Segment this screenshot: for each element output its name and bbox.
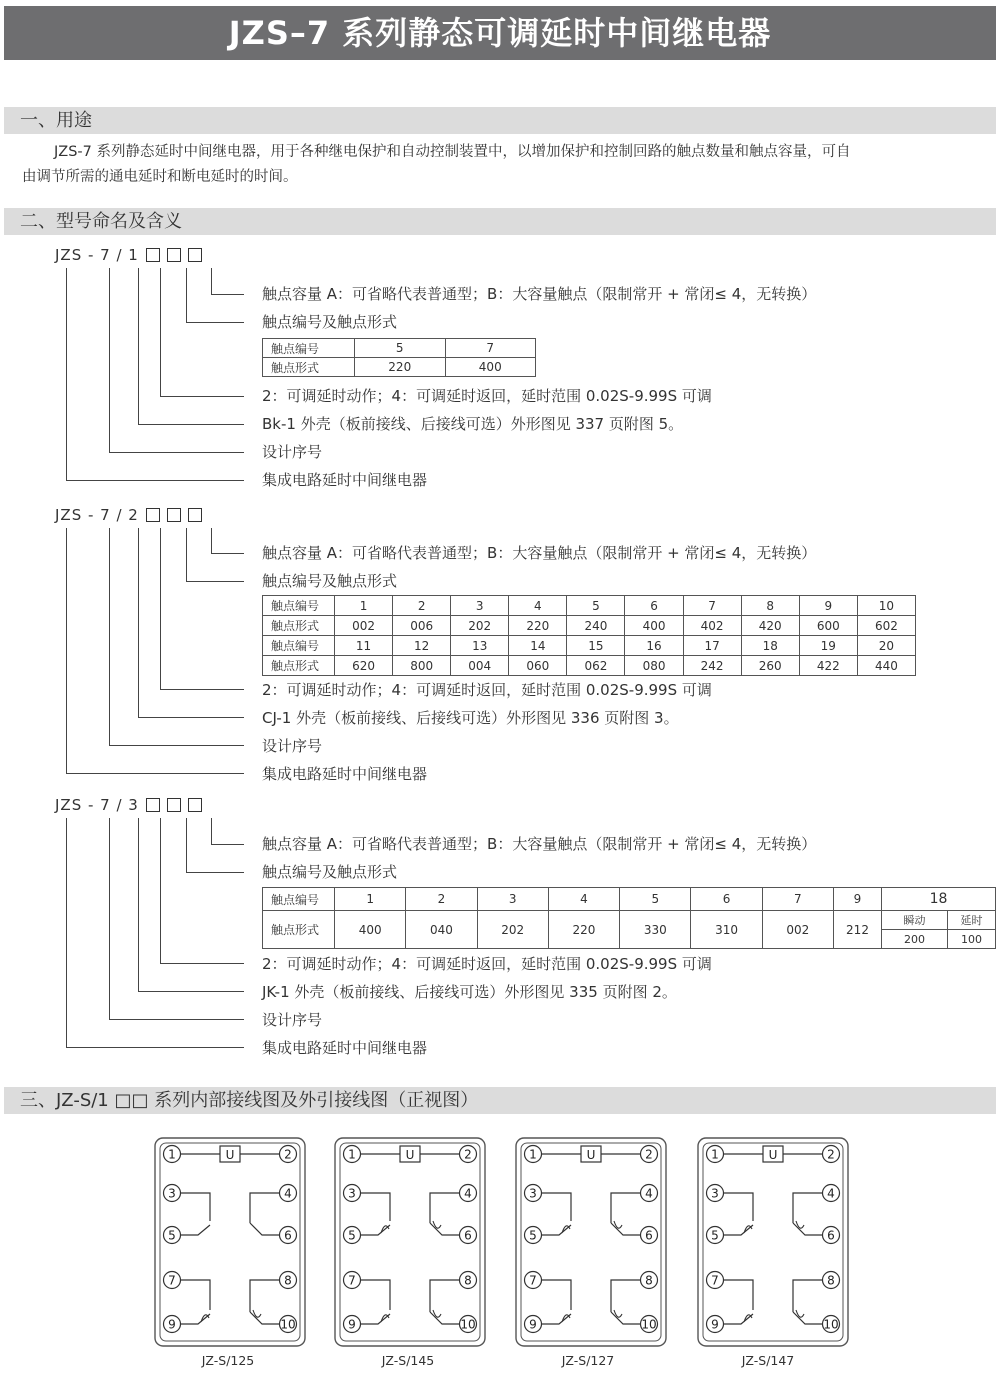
contact-wire xyxy=(723,1280,753,1310)
table-cell: 16 xyxy=(625,636,683,656)
relay-inner-outline xyxy=(521,1143,661,1341)
label-contact: 触点编号及触点形式 xyxy=(262,313,398,331)
table-cell: 9 xyxy=(834,888,882,911)
contact-wire xyxy=(360,1280,390,1310)
label-contact: 触点编号及触点形式 xyxy=(262,863,398,881)
label-shell: Bk-1 外壳（板前接线、后接线可选）外形图见 337 页附图 5。 xyxy=(262,415,684,433)
table-cell: 400 xyxy=(445,358,536,377)
table-cell: 040 xyxy=(406,911,477,949)
terminal-number: 3 xyxy=(168,1186,176,1201)
table-cell: 11 xyxy=(335,636,393,656)
coil-label: U xyxy=(225,1148,235,1162)
coil-label: U xyxy=(405,1148,415,1162)
table-cell: 14 xyxy=(509,636,567,656)
model-code-text: JZS - 7 / 1 xyxy=(55,246,139,264)
table-cell: 5 xyxy=(620,888,691,911)
table-cell: 4 xyxy=(509,596,567,616)
table-cell: 002 xyxy=(335,616,393,636)
terminal-number: 4 xyxy=(284,1186,292,1201)
table-cell: 触点形式 xyxy=(263,358,355,377)
terminal-number: 8 xyxy=(284,1273,292,1288)
table-cell: 3 xyxy=(477,888,548,911)
table-cell: 002 xyxy=(762,911,833,949)
table-cell: 7 xyxy=(762,888,833,911)
table-cell: 310 xyxy=(691,911,762,949)
terminal-number: 9 xyxy=(348,1317,356,1332)
table-cell: 触点形式 xyxy=(263,616,335,636)
contact-wire xyxy=(793,1280,823,1312)
label-capacity: 触点容量 A：可省略代表普通型；B：大容量触点（限制常开 + 常闭≤ 4，无转换） xyxy=(262,544,817,562)
table-cell: 瞬动 xyxy=(882,911,948,930)
table-cell: 延时 xyxy=(948,911,996,930)
label-type: 集成电路延时中间继电器 xyxy=(262,765,428,783)
label-design: 设计序号 xyxy=(262,1011,323,1029)
label-capacity: 触点容量 A：可省略代表普通型；B：大容量触点（限制常开 + 常闭≤ 4，无转换） xyxy=(262,285,817,303)
table-cell: 260 xyxy=(741,656,799,676)
contact-blade xyxy=(541,1314,571,1324)
contact-blade xyxy=(723,1314,753,1324)
table-cell: 5 xyxy=(355,339,446,358)
table-cell: 200 xyxy=(882,930,948,949)
contact-wire xyxy=(430,1193,460,1223)
terminal-number: 9 xyxy=(529,1317,537,1332)
contact-blade xyxy=(250,1223,280,1235)
label-action: 2：可调延时动作；4：可调延时返回，延时范围 0.02S-9.99S 可调 xyxy=(262,681,712,699)
table-cell: 1 xyxy=(335,888,406,911)
table-cell: 19 xyxy=(799,636,857,656)
model-code-text: JZS - 7 / 2 xyxy=(55,506,139,524)
terminal-number: 10 xyxy=(280,1317,296,1332)
table-cell: 触点编号 xyxy=(263,636,335,656)
terminal-number: 9 xyxy=(711,1317,719,1332)
table-cell: 400 xyxy=(625,616,683,636)
contact-blade xyxy=(541,1225,571,1235)
contact-wire xyxy=(611,1193,641,1223)
terminal-number: 4 xyxy=(645,1186,653,1201)
section-wiring-heading: 三、JZ-S/1 □□ 系列内部接线图及外引接线图（正视图） xyxy=(4,1087,996,1114)
table-cell: 240 xyxy=(567,616,625,636)
table-cell: 9 xyxy=(799,596,857,616)
table-cell: 006 xyxy=(393,616,451,636)
table-cell: 400 xyxy=(335,911,406,949)
terminal-number: 7 xyxy=(168,1273,176,1288)
table-cell: 220 xyxy=(355,358,446,377)
contact-blade xyxy=(723,1225,753,1235)
terminal-number: 7 xyxy=(711,1273,719,1288)
table-cell: 420 xyxy=(741,616,799,636)
contact-wire xyxy=(250,1193,280,1223)
terminal-number: 9 xyxy=(168,1317,176,1332)
contact-blade xyxy=(180,1314,210,1324)
table-cell: 20 xyxy=(857,636,915,656)
table-cell: 7 xyxy=(445,339,536,358)
contact-wire xyxy=(793,1193,823,1223)
relay-inner-outline xyxy=(703,1143,843,1341)
terminal-number: 10 xyxy=(460,1317,476,1332)
table-cell: 202 xyxy=(477,911,548,949)
table-cell: 6 xyxy=(691,888,762,911)
table-cell: 13 xyxy=(451,636,509,656)
table-cell: 触点编号 xyxy=(263,596,335,616)
table-cell: 触点编号 xyxy=(263,339,355,358)
terminal-number: 6 xyxy=(284,1228,292,1243)
table-cell: 触点形式 xyxy=(263,911,335,949)
label-contact: 触点编号及触点形式 xyxy=(262,572,398,590)
table-cell: 080 xyxy=(625,656,683,676)
table-cell: 5 xyxy=(567,596,625,616)
usage-line-1: JZS-7 系列静态延时中间继电器，用于各种继电保护和自动控制装置中，以增加保护和控制回路的触点数量和触点容量，可自 xyxy=(54,144,851,160)
terminal-number: 3 xyxy=(348,1186,356,1201)
table-cell: 602 xyxy=(857,616,915,636)
contact-wire xyxy=(611,1280,641,1312)
table-cell: 212 xyxy=(834,911,882,949)
contact-wire xyxy=(360,1193,390,1221)
terminal-number: 8 xyxy=(827,1273,835,1288)
table-cell: 4 xyxy=(548,888,619,911)
table-cell: 2 xyxy=(406,888,477,911)
terminal-number: 5 xyxy=(529,1228,537,1243)
terminal-number: 1 xyxy=(529,1147,537,1162)
table-cell: 220 xyxy=(509,616,567,636)
contact-wire xyxy=(541,1280,571,1310)
table-cell: 3 xyxy=(451,596,509,616)
terminal-number: 4 xyxy=(464,1186,472,1201)
diagram-caption: JZ-S/147 xyxy=(741,1353,795,1368)
label-action: 2：可调延时动作；4：可调延时返回，延时范围 0.02S-9.99S 可调 xyxy=(262,387,712,405)
contact-wire xyxy=(541,1193,571,1221)
table-cell: 422 xyxy=(799,656,857,676)
label-design: 设计序号 xyxy=(262,737,323,755)
table-cell: 620 xyxy=(335,656,393,676)
table-cell: 242 xyxy=(683,656,741,676)
label-shell: CJ-1 外壳（板前接线、后接线可选）外形图见 336 页附图 3。 xyxy=(262,709,679,727)
contact-blade xyxy=(360,1314,390,1324)
contact-blade xyxy=(180,1225,210,1235)
table-cell: 220 xyxy=(548,911,619,949)
table-cell: 7 xyxy=(683,596,741,616)
contact-blade xyxy=(360,1225,390,1235)
terminal-number: 7 xyxy=(529,1273,537,1288)
contact-wire xyxy=(430,1280,460,1312)
table-cell: 18 xyxy=(741,636,799,656)
table-cell: 330 xyxy=(620,911,691,949)
table-cell: 2 xyxy=(393,596,451,616)
table-cell: 8 xyxy=(741,596,799,616)
table-cell: 100 xyxy=(948,930,996,949)
terminal-number: 5 xyxy=(168,1228,176,1243)
table-cell: 440 xyxy=(857,656,915,676)
table-cell: 10 xyxy=(857,596,915,616)
terminal-number: 5 xyxy=(711,1228,719,1243)
label-shell: JK-1 外壳（板前接线、后接线可选）外形图见 335 页附图 2。 xyxy=(262,983,677,1001)
coil-label: U xyxy=(586,1148,596,1162)
label-type: 集成电路延时中间继电器 xyxy=(262,1039,428,1057)
terminal-number: 1 xyxy=(348,1147,356,1162)
label-design: 设计序号 xyxy=(262,443,323,461)
table-cell: 800 xyxy=(393,656,451,676)
table-cell: 15 xyxy=(567,636,625,656)
terminal-number: 10 xyxy=(823,1317,839,1332)
relay-inner-outline xyxy=(340,1143,480,1341)
relay-inner-outline xyxy=(160,1143,300,1341)
section-model-heading: 二、型号命名及含义 xyxy=(4,208,996,235)
terminal-number: 5 xyxy=(348,1228,356,1243)
table-cell: 004 xyxy=(451,656,509,676)
table-cell: 6 xyxy=(625,596,683,616)
terminal-number: 4 xyxy=(827,1186,835,1201)
table-cell: 060 xyxy=(509,656,567,676)
terminal-number: 3 xyxy=(529,1186,537,1201)
table-cell: 12 xyxy=(393,636,451,656)
section-usage-heading: 一、用途 xyxy=(4,107,996,134)
terminal-number: 6 xyxy=(827,1228,835,1243)
contact-wire xyxy=(180,1193,210,1221)
contact-wire xyxy=(723,1193,753,1221)
terminal-number: 10 xyxy=(641,1317,657,1332)
contact-wire xyxy=(250,1280,280,1312)
table-cell: 触点编号 xyxy=(263,888,335,911)
terminal-number: 2 xyxy=(827,1147,835,1162)
terminal-number: 1 xyxy=(168,1147,176,1162)
usage-line-2: 由调节所需的通电延时和断电延时的时间。 xyxy=(22,169,298,185)
terminal-number: 1 xyxy=(711,1147,719,1162)
table-cell: 062 xyxy=(567,656,625,676)
coil-label: U xyxy=(768,1148,778,1162)
terminal-number: 2 xyxy=(645,1147,653,1162)
terminal-number: 7 xyxy=(348,1273,356,1288)
terminal-number: 6 xyxy=(645,1228,653,1243)
table-cell: 17 xyxy=(683,636,741,656)
terminal-number: 2 xyxy=(284,1147,292,1162)
table-cell: 402 xyxy=(683,616,741,636)
model-code-text: JZS - 7 / 3 xyxy=(55,796,139,814)
table-cell: 600 xyxy=(799,616,857,636)
table-cell: 1 xyxy=(335,596,393,616)
contact-wire xyxy=(180,1280,210,1310)
page-title: JZS–7 系列静态可调延时中间继电器 xyxy=(4,6,996,60)
terminal-number: 8 xyxy=(645,1273,653,1288)
terminal-number: 8 xyxy=(464,1273,472,1288)
terminal-number: 2 xyxy=(464,1147,472,1162)
table-cell: 触点形式 xyxy=(263,656,335,676)
table-cell: 202 xyxy=(451,616,509,636)
table-cell: 18 xyxy=(882,888,996,911)
diagram-caption: JZ-S/145 xyxy=(381,1353,435,1368)
label-type: 集成电路延时中间继电器 xyxy=(262,471,428,489)
terminal-number: 6 xyxy=(464,1228,472,1243)
label-capacity: 触点容量 A：可省略代表普通型；B：大容量触点（限制常开 + 常闭≤ 4，无转换） xyxy=(262,835,817,853)
diagram-caption: JZ-S/127 xyxy=(561,1353,615,1368)
terminal-number: 3 xyxy=(711,1186,719,1201)
diagram-caption: JZ-S/125 xyxy=(201,1353,255,1368)
label-action: 2：可调延时动作；4：可调延时返回，延时范围 0.02S-9.99S 可调 xyxy=(262,955,712,973)
